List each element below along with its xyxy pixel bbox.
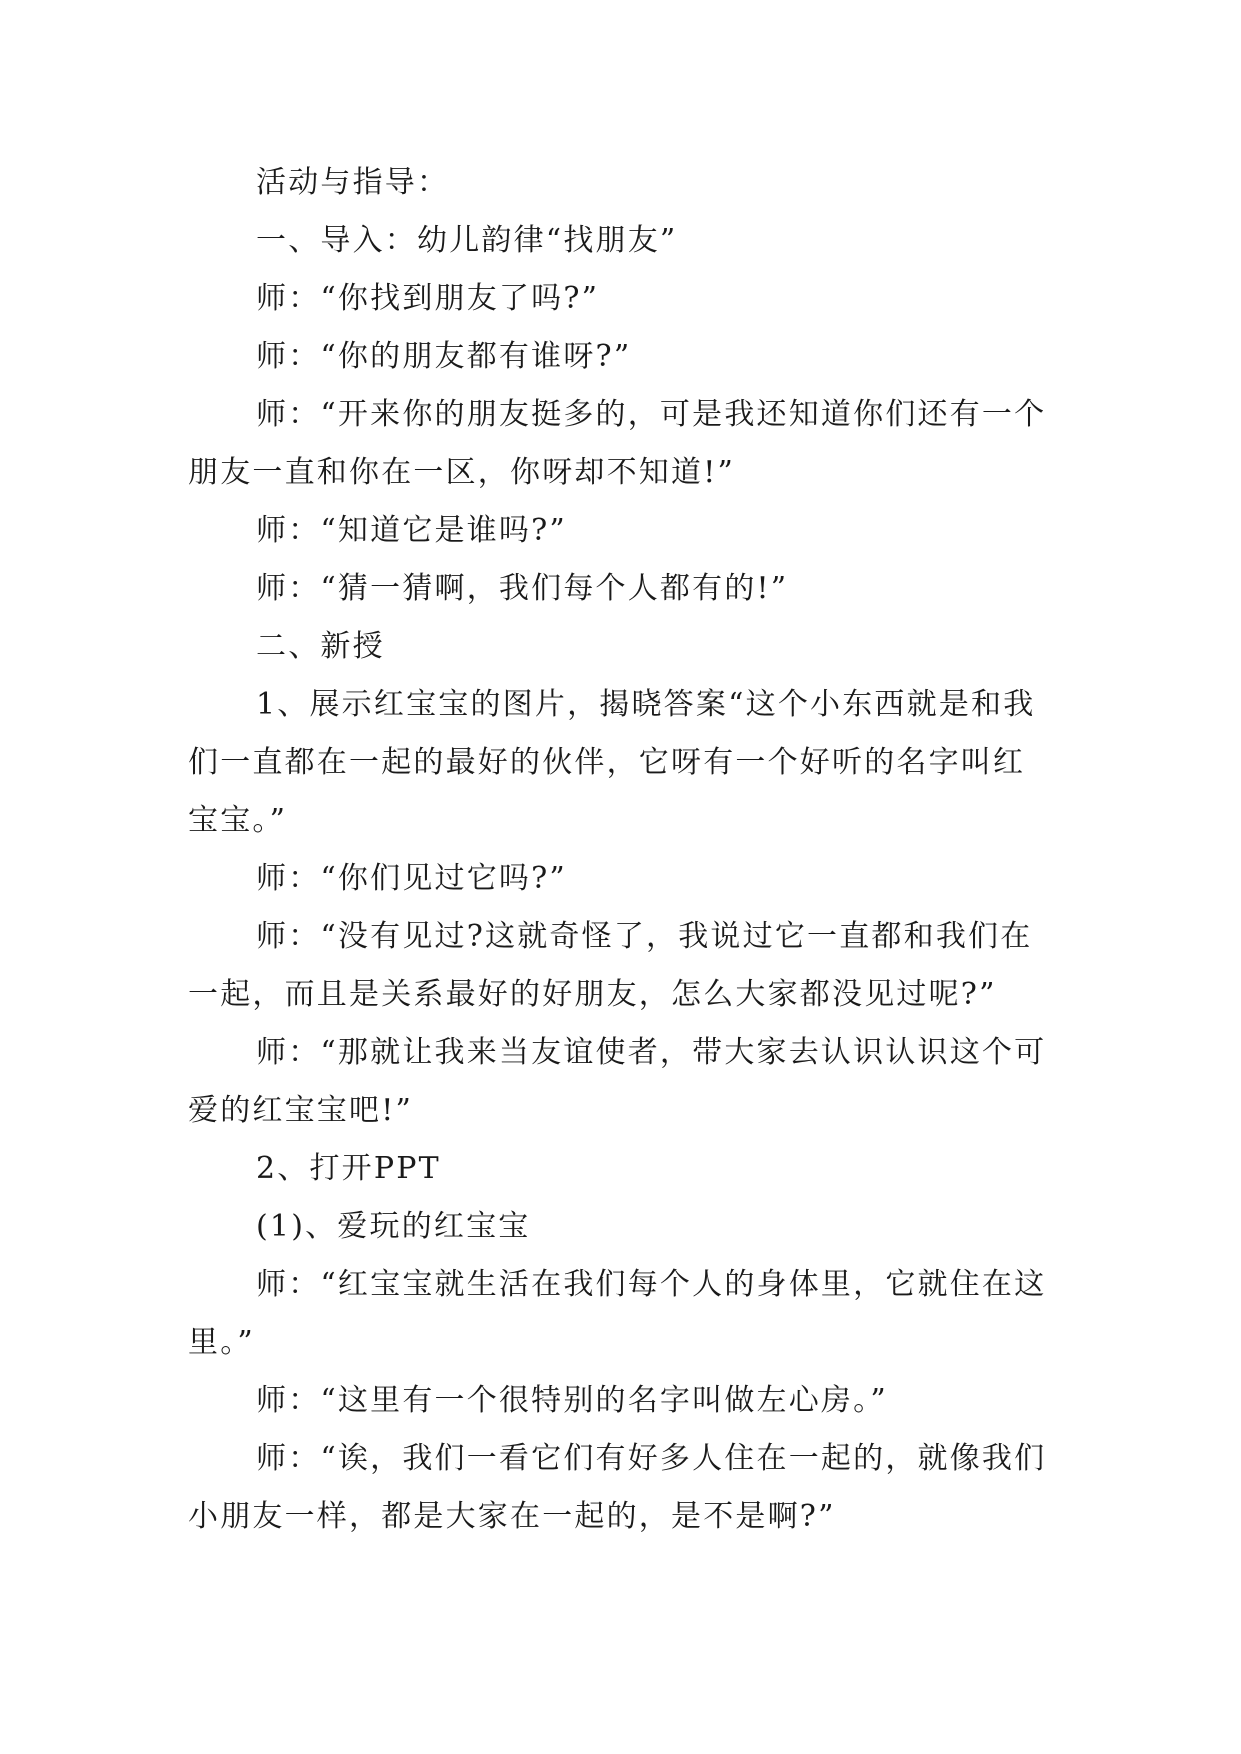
paragraph-teacher-line: 师：“你们见过它吗?” xyxy=(256,861,567,896)
paragraph-teacher-line: 师：“这里有一个很特别的名字叫做左心房。” xyxy=(256,1383,888,1418)
paragraph-teacher-line: 师：“诶，我们一看它们有好多人住在一起的，就像我们小朋友一样，都是大家在一起的，是不是啊?” xyxy=(188,1441,1047,1534)
paragraph-teacher-line: 师：“红宝宝就生活在我们每个人的身体里，它就住在这里。” xyxy=(188,1267,1047,1360)
paragraph-step-two: 2、打开PPT xyxy=(256,1151,441,1186)
paragraph-teacher-line: 师：“知道它是谁吗?” xyxy=(256,513,567,548)
paragraph-section-two-new: 二、新授 xyxy=(256,629,385,664)
paragraph-teacher-line: 师：“猜一猜啊，我们每个人都有的!” xyxy=(256,571,789,606)
paragraph-section-heading-activity: 活动与指导： xyxy=(256,165,450,200)
paragraph-teacher-line: 师：“那就让我来当友谊使者，带大家去认识认识这个可爱的红宝宝吧!” xyxy=(188,1035,1047,1128)
paragraph-subsection-one: (1)、爱玩的红宝宝 xyxy=(256,1209,531,1244)
document-body xyxy=(188,154,1054,1546)
paragraph-teacher-line: 师：“你找到朋友了吗?” xyxy=(256,281,600,316)
paragraph-teacher-line: 师：“开来你的朋友挺多的，可是我还知道你们还有一个朋友一直和你在一区，你呀却不知道!” xyxy=(188,397,1047,490)
paragraph-step-one: 1、展示红宝宝的图片，揭晓答案“这个小东西就是和我们一直都在一起的最好的伙伴，它呀有一个好听的名字叫红宝宝。” xyxy=(188,687,1036,838)
paragraph-teacher-line: 师：“没有见过?这就奇怪了，我说过它一直都和我们在一起，而且是关系最好的好朋友，怎么大家都没见过呢?” xyxy=(188,919,1033,1012)
paragraph-teacher-line: 师：“你的朋友都有谁呀?” xyxy=(256,339,632,374)
paragraph-section-one-intro: 一、导入：幼儿韵律“找朋友” xyxy=(256,223,678,258)
